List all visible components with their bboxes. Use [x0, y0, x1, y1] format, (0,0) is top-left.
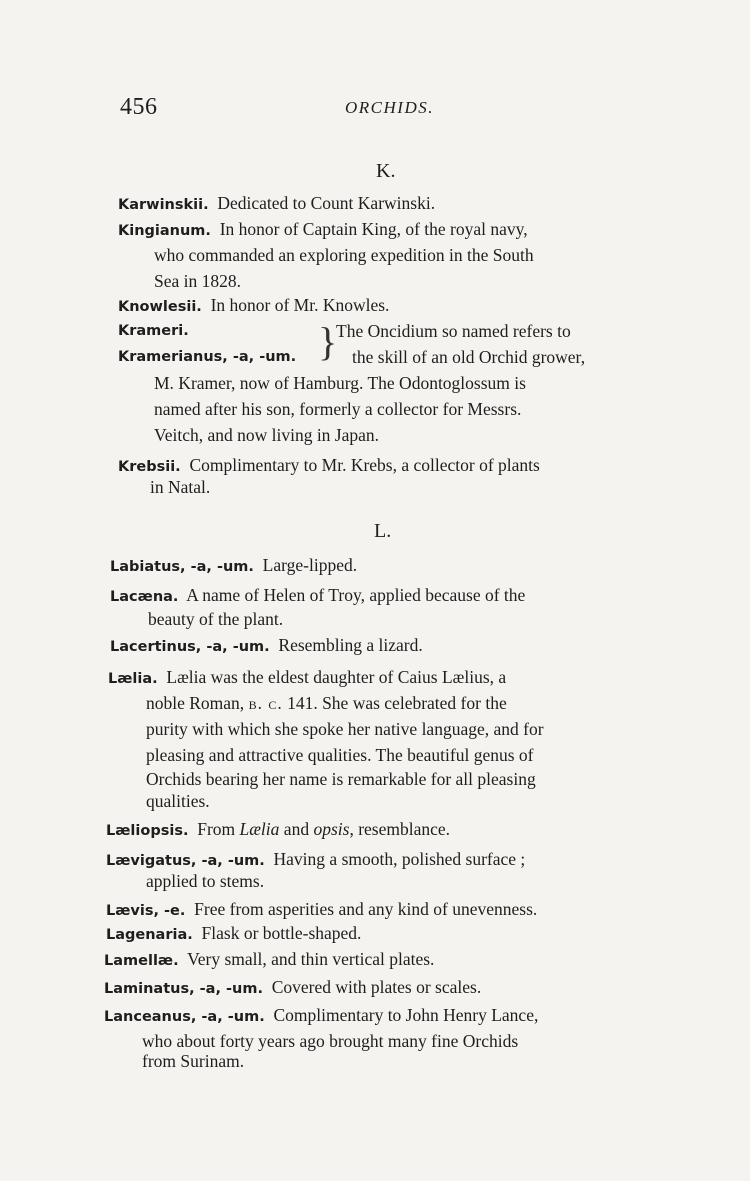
entry-term: Lacæna.: [110, 589, 179, 605]
era-abbreviation: b. c.: [248, 693, 283, 713]
entry-continuation: applied to stems.: [146, 871, 265, 891]
entry-term: Krebsii.: [118, 459, 181, 475]
entry-definition: the skill of an old Orchid grower,: [352, 347, 586, 367]
entry-lagenaria: [106, 920, 648, 948]
entry-definition: In honor of Mr. Knowles.: [210, 295, 390, 315]
entry-karwinskii: [118, 190, 660, 218]
entry-term: Lanceanus, -a, -um.: [104, 1009, 265, 1025]
entry-knowlesii: [118, 292, 660, 320]
entry-term: Lævigatus, -a, -um.: [106, 853, 265, 869]
entry-lamellae: [104, 946, 646, 974]
entry-laelia: [108, 664, 653, 692]
entry-definition: The Oncidium so named refers to: [336, 321, 571, 341]
entry-term: Lagenaria.: [106, 927, 193, 943]
entry-definition: Free from asperities and any kind of unevenness.: [194, 899, 538, 919]
entry-continuation: in Natal.: [150, 477, 211, 497]
entry-continuation: M. Kramer, now of Hamburg. The Odontoglossum is: [154, 373, 526, 393]
entry-definition: Resembling a lizard.: [278, 635, 423, 655]
entry-term: Kingianum.: [118, 223, 211, 239]
entry-kingianum: [118, 216, 660, 244]
entry-lanceanus: [104, 1002, 644, 1030]
italic-term: opsis: [313, 819, 350, 839]
brace-symbol: }: [318, 319, 338, 364]
entry-krameri: [118, 318, 660, 370]
entry-definition: Complimentary to Mr. Krebs, a collector of plants: [189, 455, 540, 475]
entry-continuation: pleasing and attractive qualities. The beautiful genus of: [146, 745, 534, 765]
text-span: , resemblance.: [349, 819, 451, 839]
entry-definition: Lælia was the eldest daughter of Caius Lælius, a: [166, 667, 507, 687]
entry-term: Krameri.: [118, 323, 189, 339]
italic-term: Lælia: [239, 819, 280, 839]
entry-continuation: from Surinam.: [142, 1051, 245, 1071]
running-title: ORCHIDS.: [345, 98, 434, 117]
entry-definition: Complimentary to John Henry Lance,: [273, 1005, 539, 1025]
entry-term: Lacertinus, -a, -um.: [110, 639, 270, 655]
entry-continuation: Sea in 1828.: [154, 271, 242, 291]
page-header: [120, 94, 660, 124]
text-span: 141. She was celebrated for the: [282, 693, 507, 713]
entry-laeliopsis: [106, 816, 648, 844]
text-span: noble Roman,: [146, 693, 249, 713]
text-span: From: [197, 819, 240, 839]
section-heading-k: K.: [376, 160, 396, 182]
entry-continuation: who about forty years ago brought many fine Orchids: [142, 1031, 519, 1051]
entry-definition: In honor of Captain King, of the royal navy,: [219, 219, 528, 239]
entry-continuation: Veitch, and now living in Japan.: [154, 425, 380, 445]
entry-term: Laminatus, -a, -um.: [104, 981, 263, 997]
entry-definition: A name of Helen of Troy, applied because of the: [186, 585, 526, 605]
entry-continuation: purity with which she spoke her native language, and for: [146, 719, 544, 739]
entry-term: Kramerianus, -a, -um.: [118, 349, 297, 365]
entry-continuation: [146, 690, 653, 716]
entry-term: Knowlesii.: [118, 299, 202, 315]
entry-term: Læliopsis.: [106, 823, 189, 839]
entry-term: Lævis, -e.: [106, 903, 186, 919]
entry-continuation: who commanded an exploring expedition in the South: [154, 245, 534, 265]
entry-labiatus: [110, 552, 652, 580]
entry-term: Labiatus, -a, -um.: [110, 559, 254, 575]
entry-term: Karwinskii.: [118, 197, 209, 213]
entry-definition: Having a smooth, polished surface ;: [273, 849, 526, 869]
entry-continuation: Orchids bearing her name is remarkable for all pleasing: [146, 769, 536, 789]
section-heading-l: L.: [374, 520, 392, 542]
entry-term: Lælia.: [108, 671, 158, 687]
entry-definition: Very small, and thin vertical plates.: [187, 949, 435, 969]
entry-definition: Flask or bottle-shaped.: [201, 923, 362, 943]
page-number: 456: [120, 94, 158, 120]
entry-continuation: beauty of the plant.: [148, 609, 284, 629]
entry-continuation: named after his son, formerly a collector for Messrs.: [154, 399, 522, 419]
text-span: and: [279, 819, 314, 839]
entry-laminatus: [104, 974, 646, 1002]
entry-continuation: qualities.: [146, 791, 210, 811]
entry-definition: Large-lipped.: [262, 555, 358, 575]
entry-definition: Covered with plates or scales.: [271, 977, 482, 997]
entry-definition: Dedicated to Count Karwinski.: [217, 193, 436, 213]
entry-term: Lamellæ.: [104, 953, 179, 969]
entry-lacertinus: [110, 632, 652, 660]
